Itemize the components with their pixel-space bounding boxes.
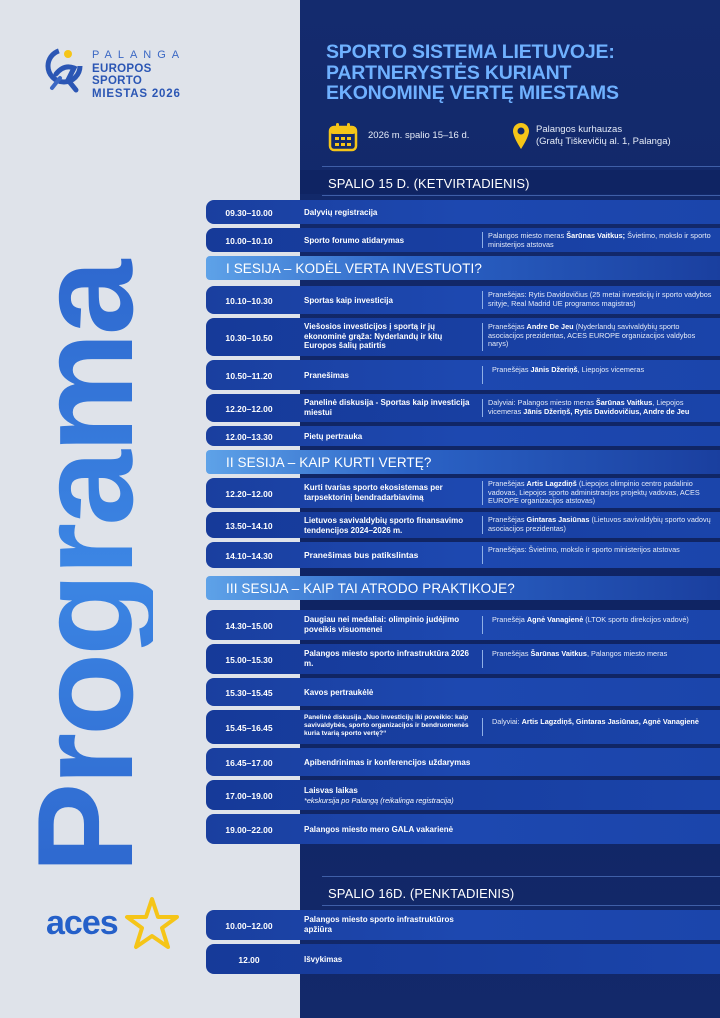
row-speaker: Dalyviai: Artis Lagzdiņš, Gintaras Jasiūnas, Agnė Vanagienė [492, 717, 699, 726]
event-date [328, 122, 508, 152]
divider [322, 166, 720, 167]
divider [322, 195, 720, 196]
row-time: 15.30–15.45 [225, 688, 273, 698]
row-title: Išvykimas [304, 955, 343, 964]
row-title: Kavos pertraukėlė [304, 688, 374, 697]
session-2-header: II SESIJA – KAIP KURTI VERTĘ? [206, 450, 720, 474]
row-time: 10.10–10.30 [225, 296, 273, 306]
row-title: Pranešimas bus patikslintas [304, 550, 419, 560]
runner-logo-icon [42, 44, 88, 96]
row-title: Lietuvos savivaldybių sporto finansavimo tendencijos 2024–2026 m. [304, 516, 464, 535]
day-1-header: SPALIO 15 D. (KETVIRTADIENIS) [300, 170, 720, 194]
event-title [326, 42, 706, 104]
right-panel [300, 0, 720, 1018]
row-speaker: Pranešėjas Gintaras Jasiūnas (Lietuvos savivaldybių sporto vadovų asociacijos prezidentas) [488, 515, 711, 533]
place-name: Palangos kurhauzas [536, 124, 623, 135]
separator [482, 481, 483, 505]
row-speaker: Dalyviai: Palangos miesto meras Šarūnas Vaitkus, Liepojos vicemeras Jānis Džeriņš, Rytis Davidovičius, Andre de Jeu [488, 398, 690, 416]
row-title: Viešosios investicijos į sportą ir jų ekonominė grąža: Nyderlandų ir kitų Europos šalių patirtis [304, 322, 443, 350]
day-2-header: SPALIO 16D. (PENKTADIENIS) [328, 886, 515, 901]
agenda-row [206, 710, 720, 744]
row-time: 10.00–10.10 [225, 236, 273, 246]
agenda-row [206, 910, 720, 940]
row-time: 12.00–13.30 [225, 432, 273, 442]
row-title: Palangos miesto mero GALA vakarienė [304, 825, 454, 834]
place-text [536, 124, 671, 148]
agenda-row [206, 200, 720, 224]
row-time: 15.00–15.30 [225, 655, 273, 665]
programa-heading: Programa [17, 168, 153, 968]
row-time: 17.00–19.00 [225, 791, 273, 801]
agenda-row [206, 610, 720, 640]
row-time: 10.50–11.20 [225, 371, 273, 381]
separator [482, 650, 483, 668]
row-title: Apibendrinimas ir konferencijos uždarymas [304, 758, 471, 767]
row-title: Palangos miesto sporto infrastruktūros apžiūra [304, 915, 454, 934]
row-speaker: Pranešėjas Andre De Jeu (Nyderlandų savivaldybių sporto asociacijos prezidentas, ACES EUROPE organizacijos valdybos narys) [488, 322, 696, 349]
row-title: Sportas kaip investicija [304, 296, 393, 305]
aces-logo [46, 896, 176, 954]
row-time: 16.45–17.00 [225, 758, 273, 768]
palanga-logo [42, 44, 202, 100]
row-speaker: Pranešėjas: Švietimo, mokslo ir sporto ministerijos atstovas [488, 545, 680, 554]
logo-line2: EUROPOS SPORTO [92, 63, 152, 87]
date-text: 2026 m. spalio 15–16 d. [368, 130, 470, 141]
session-3-header: III SESIJA – KAIP TAI ATRODO PRAKTIKOJE? [206, 576, 720, 600]
agenda-row [206, 512, 720, 538]
agenda-row [206, 478, 720, 508]
agenda-row [206, 748, 720, 776]
agenda-row [206, 394, 720, 422]
row-title: Laisvas laikas [304, 786, 358, 795]
agenda-row [206, 944, 720, 974]
logo-line3: MIESTAS 2026 [92, 88, 181, 100]
logo-city: PALANGA [92, 49, 186, 61]
separator [482, 399, 483, 417]
row-time: 15.45–16.45 [225, 723, 273, 733]
aces-wordmark: aces [46, 904, 118, 942]
row-title: Kurti tvarias sporto ekosistemas per tarpsektorinį bendradarbiavimą [304, 483, 443, 502]
separator [482, 291, 483, 309]
row-title: Pranešimas [304, 371, 349, 380]
agenda-row [206, 286, 720, 314]
agenda-row [206, 678, 720, 706]
row-time: 10.00–12.00 [225, 921, 273, 931]
agenda-row [206, 318, 720, 356]
row-speaker: Pranešėjas Artis Lagzdiņš (Liepojos olimpinio centro padalinio vadovas, Liepojos sporto administracijos projektų vadovas, ACES EUROPE organizacijos atstovas) [488, 479, 700, 506]
separator [482, 718, 483, 736]
row-speaker: Pranešėjas Šarūnas Vaitkus, Palangos miesto meras [492, 649, 668, 658]
divider [322, 876, 720, 877]
row-title: Daugiau nei medaliai: olimpinio judėjimo poveikis visuomenei [304, 615, 460, 634]
row-time: 10.30–10.50 [225, 333, 273, 343]
agenda-row [206, 542, 720, 568]
agenda-row [206, 644, 720, 674]
row-speaker: Pranešėja Agnė Vanagienė (LTOK sporto direkcijos vadovė) [492, 615, 689, 624]
agenda-row [206, 814, 720, 844]
session-1-header: I SESIJA – KODĖL VERTA INVESTUOTI? [206, 256, 720, 280]
title-line-1: SPORTO SISTEMA LIETUVOJE: [326, 41, 615, 63]
row-time: 12.20–12.00 [225, 404, 273, 414]
row-time: 19.00–22.00 [225, 825, 273, 835]
row-speaker: Pranešėjas Jānis Džeriņš, Liepojos vicemeras [492, 365, 645, 374]
separator [482, 546, 483, 564]
row-time: 13.50–14.10 [225, 521, 273, 531]
calendar-icon [328, 122, 358, 152]
title-line-2: PARTNERYSTĖS KURIANT [326, 61, 572, 84]
agenda-row [206, 426, 720, 446]
logo-text [92, 50, 202, 101]
star-icon [124, 896, 180, 952]
agenda-row [206, 780, 720, 810]
location-pin-icon [512, 122, 530, 150]
row-subtitle: *ekskursija po Palangą (reikalinga registracija) [304, 796, 454, 805]
separator [482, 232, 483, 248]
title-line-3: EKONOMINĘ VERTĘ MIESTAMS [326, 82, 619, 104]
event-place [512, 122, 712, 152]
row-title: Sporto forumo atidarymas [304, 236, 405, 245]
agenda-row [206, 360, 720, 390]
separator [482, 516, 483, 534]
row-time: 12.20–12.00 [225, 489, 273, 499]
agenda-row [206, 228, 720, 252]
separator [482, 616, 483, 634]
row-time: 14.30–15.00 [225, 621, 273, 631]
row-time: 14.10–14.30 [225, 551, 273, 561]
row-speaker: Pranešėjas: Rytis Davidovičius (25 metai investicijų ir sporto vadybos srityje, Real Madrid UE programos magistras) [488, 290, 712, 308]
row-speaker: Palangos miesto meras Šarūnas Vaitkus; Švietimo, mokslo ir sporto ministerijos atstovas [488, 231, 711, 249]
place-address: (Grafų Tiškevičių al. 1, Palanga) [536, 136, 671, 147]
row-time: 12.00 [238, 955, 260, 965]
row-time: 09.30–10.00 [225, 208, 273, 218]
row-title: Pietų pertrauka [304, 432, 363, 441]
separator [482, 366, 483, 384]
row-title: Dalyvių registracija [304, 208, 378, 217]
row-title: Panelinė diskusija „Nuo investicijų iki poveikio: kaip savivaldybės, sporto organizacijos ir bendruomenės kuria tvarią sporto vertę?“ [304, 714, 469, 737]
row-title: Palangos miesto sporto infrastruktūra 2026 m. [304, 649, 469, 668]
divider [322, 905, 720, 906]
row-title: Panelinė diskusija - Sportas kaip investicija miestui [304, 398, 470, 417]
separator [482, 323, 483, 351]
